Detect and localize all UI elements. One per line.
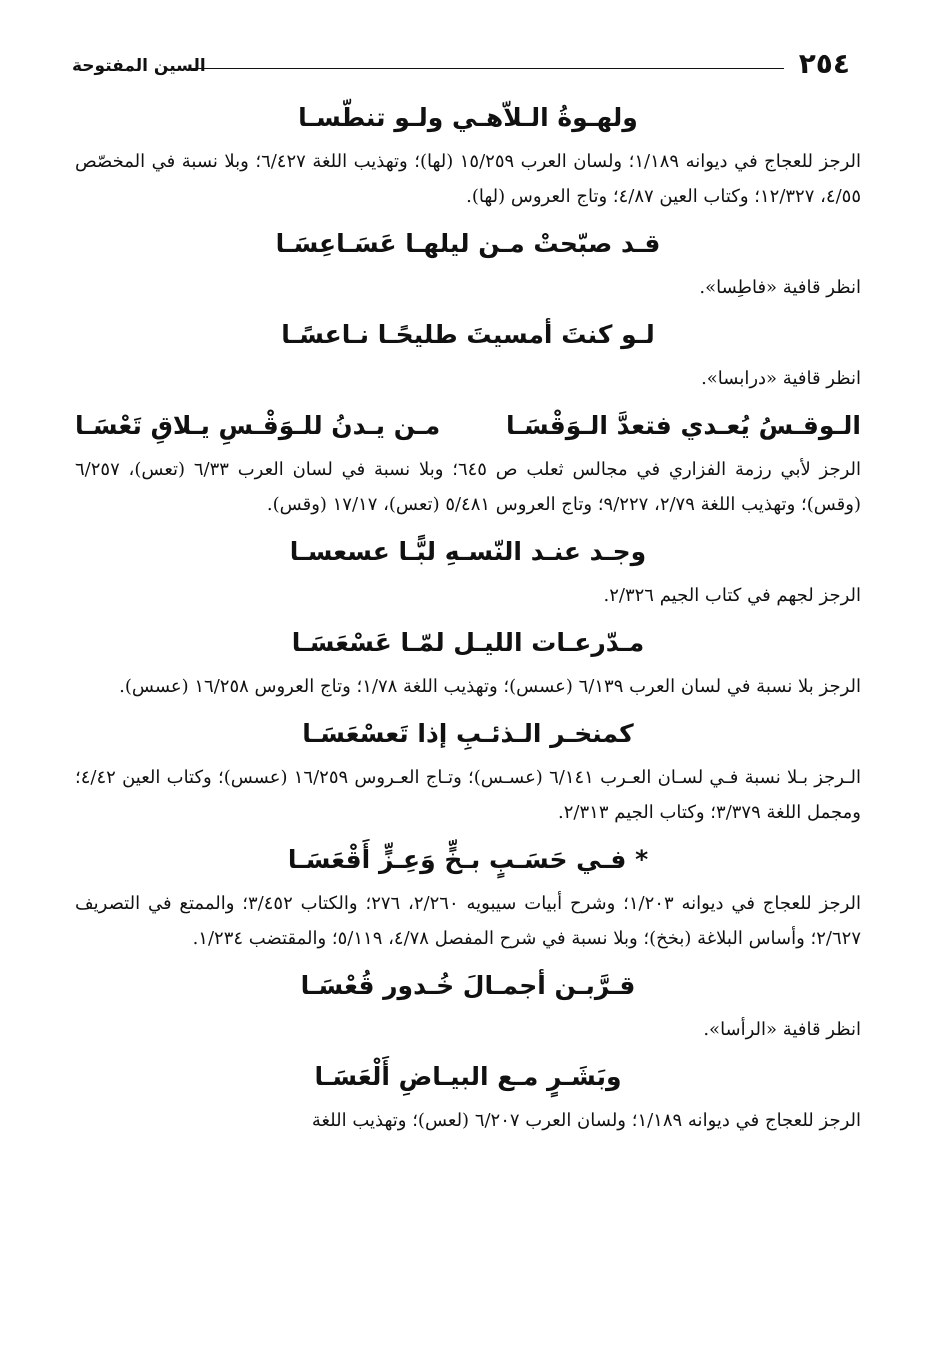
verse-line: كمنخـر الـذئـبِ إذا تَعسْعَسَـا (302, 719, 634, 748)
entry (75, 840, 861, 956)
citation-note: الرجز للعجاج في ديوانه ١/٢٠٣؛ وشرح أبيات سيبويه ٢/٢٦٠، ٢٧٦؛ والكتاب ٣/٤٥٢؛ والممتع في التصريف ٢/٦٢٧؛ وأساس البلاغة (بخخ)؛ وبلا نسبة في شرح المفصل ٤/٧٨، ٥/١١٩؛ والمقتضب ١/٢٣٤. (75, 893, 861, 949)
verse-line: لـو كنتَ أمسيتَ طليحًـا نـاعسًـا (281, 320, 655, 349)
citation-note: انظر قافية «فاطِسا». (699, 277, 861, 298)
citation-note: انظر قافية «الرأسا». (703, 1019, 861, 1040)
citation-note: الرجز لأبي رزمة الفزاري في مجالس ثعلب ص ٦٤٥؛ وبلا نسبة في لسان العرب ٦/٣٣ (تعس)، ٦/٢٥٧ (وقس)؛ وتهذيب اللغة ٢/٧٩، ٩/٢٢٧؛ وتاج العروس ٥/٤٨١ (تعس)، ١٧/١٧ (وقس). (75, 459, 861, 515)
verse-line: * فـي حَسَـبٍ بـخٍّ وَعِـزٍّ أَقْعَسَـا (287, 845, 649, 874)
entry (75, 532, 861, 613)
entry (75, 623, 861, 704)
entry (75, 1057, 861, 1138)
citation-note: الـرجز بـلا نسبة فـي لسـان العـرب ٦/١٤١ (عسـس)؛ وتـاج العـروس ١٦/٢٥٩ (عسس)؛ وكتاب العين ٤/٤٢؛ ومجمل اللغة ٣/٣٧٩؛ وكتاب الجيم ٢/٣١٣. (75, 767, 861, 823)
header-rule (190, 68, 784, 69)
verse-line: وجـد عنـد النّسـهِ لبًّـا عسعسـا (289, 537, 647, 566)
verse-line (75, 406, 861, 446)
entry (75, 315, 861, 396)
entry (75, 98, 861, 214)
citation-note: انظر قافية «درابسا». (701, 368, 861, 389)
citation-note: الرجز للعجاج في ديوانه ١/١٨٩؛ ولسان العرب ١٥/٢٥٩ (لها)؛ وتهذيب اللغة ٦/٤٢٧؛ وبلا نسبة في المخصّص ٤/٥٥، ١٢/٣٢٧؛ وكتاب العين ٤/٨٧؛ وتاج العروس (لها). (75, 151, 861, 207)
page-number: ٢٥٤ (798, 47, 850, 80)
entry (75, 406, 861, 522)
verse-line: مـدّرعـات الليـل لمّـا عَسْعَسَـا (291, 628, 645, 657)
verse-line: وبَشَـرٍ مـع البيـاضِ أَلْعَسَـا (314, 1062, 622, 1091)
verse-first-hemistich: الـوقـسُ يُعـدي فتعدَّ الـوَقْسَـا (506, 411, 861, 440)
citation-note: الرجز للعجاج في ديوانه ١/١٨٩؛ ولسان العرب ٦/٢٠٧ (لعس)؛ وتهذيب اللغة (311, 1110, 861, 1131)
chapter-title: السين المفتوحة (72, 56, 206, 76)
page-content (75, 98, 861, 1148)
entry (75, 224, 861, 305)
page-header (72, 46, 862, 86)
verse-second-hemistich: مـن يـدنُ للـوَقْـسِ يـلاقِ تَعْسَـا (75, 411, 441, 440)
verse-line: قـد صبّحتْ مـن ليلهـا عَسَـاعِسَـا (275, 229, 661, 258)
citation-note: الرجز لجهم في كتاب الجيم ٢/٣٢٦. (603, 585, 861, 606)
verse-line: قـرَّبـن أجمـالَ خُـدور قُعْسَـا (300, 971, 636, 1000)
entry (75, 714, 861, 830)
verse-line: ولهـوةُ الـلاّهـي ولـو تنطّسـا (298, 103, 638, 132)
entry (75, 966, 861, 1047)
citation-note: الرجز بلا نسبة في لسان العرب ٦/١٣٩ (عسس)؛ وتهذيب اللغة ١/٧٨؛ وتاج العروس ١٦/٢٥٨ (عسس). (119, 676, 861, 697)
